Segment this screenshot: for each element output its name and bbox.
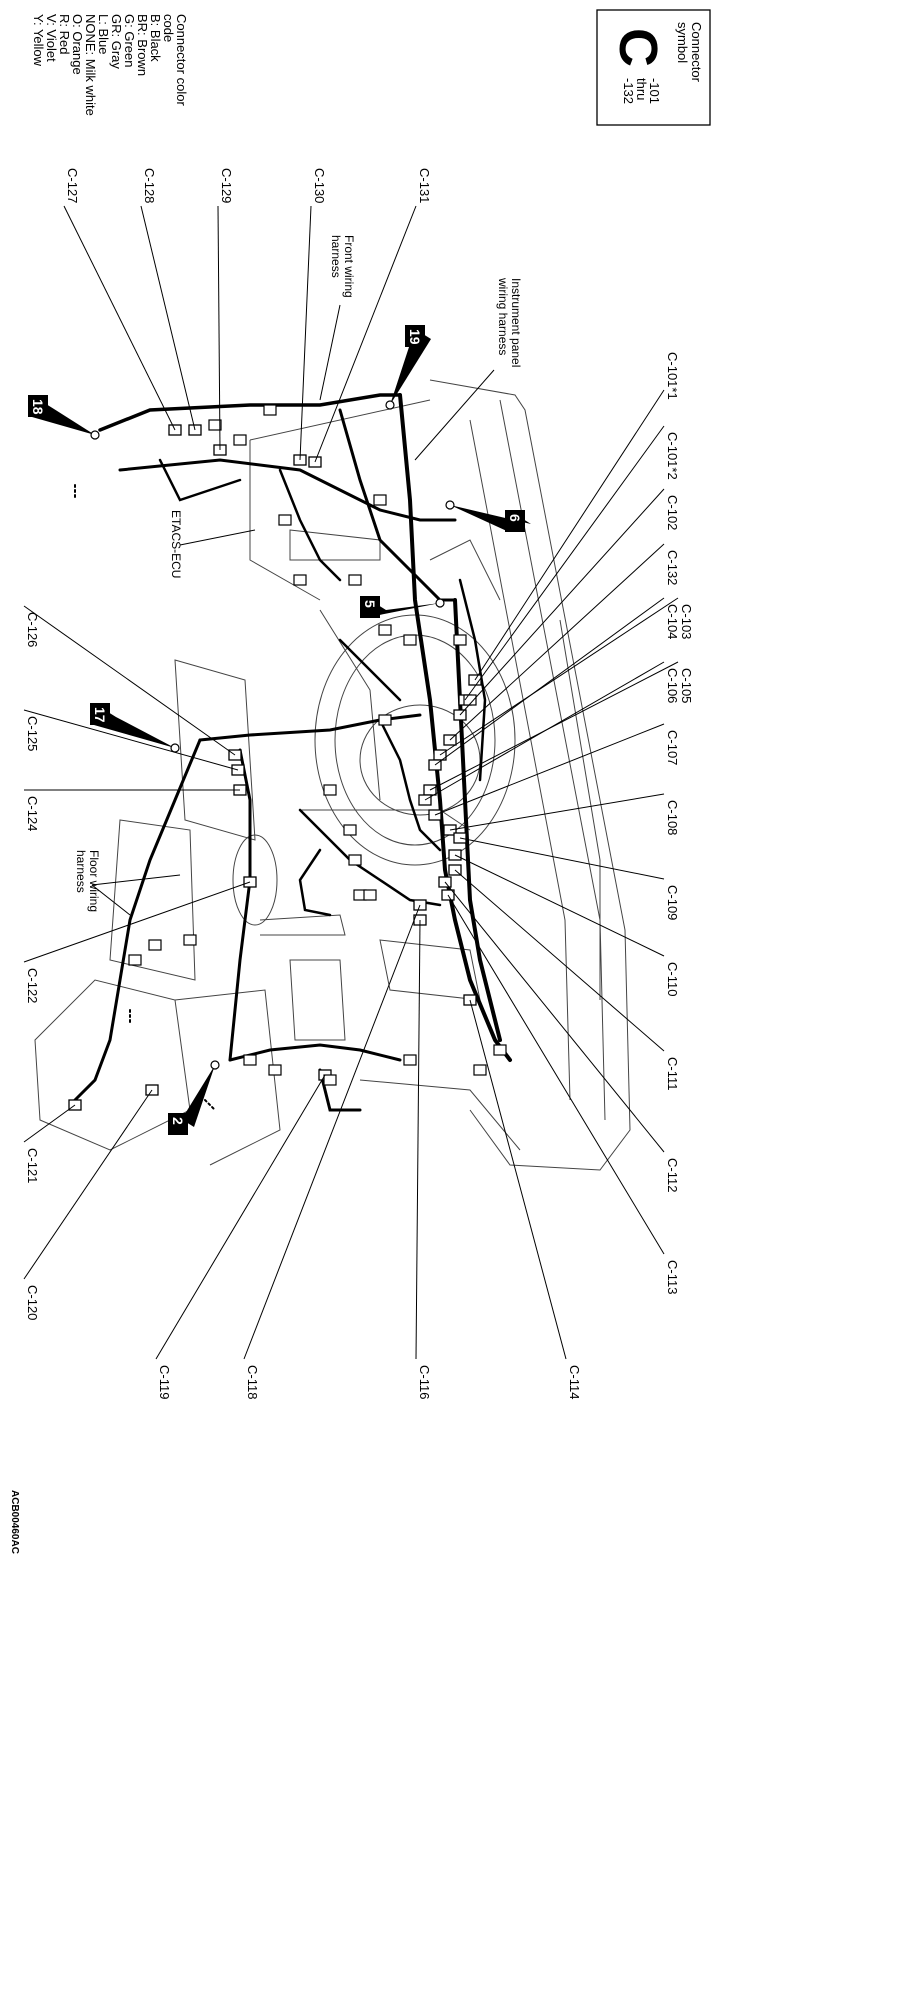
connector-label-c-129: C-129 [219,168,234,204]
leader-line-c-127 [64,206,175,430]
connector-symbol-letter: C [608,28,668,67]
floor-wiring-harness-label-1: Floor wiring [87,850,101,913]
leader-line-c-129 [218,206,220,450]
color-code-item: Y: Yellow [31,14,46,67]
connector-block [454,635,466,645]
connector-block [269,1065,281,1075]
color-code-title-2: code [161,14,176,43]
leader-line-c-118 [244,905,420,1359]
figure-id: ACB00460AC [9,1490,20,1554]
leader-line-c-109 [460,838,664,879]
ground-point-terminal [211,1061,219,1069]
color-code-item: O: Orange [70,14,85,75]
floor-wiring-harness-label-2: harness [74,850,88,893]
connector-block [279,515,291,525]
connector-label-c-116: C-116 [417,1365,432,1400]
connector-label-c-102: C-102 [665,495,680,531]
connector-symbol-title-2: symbol [675,22,690,64]
color-code-item: GR: Gray [109,14,124,69]
connector-block [324,1075,336,1085]
connector-block [494,1045,506,1055]
color-code-item: V: Violet [44,14,59,62]
connector-symbol-title-1: Connector [689,22,704,82]
connector-label-c-111: C-111 [665,1057,680,1091]
connector-label-c-131: C-131 [417,168,432,204]
connector-label-c-101-2: C-101*2 [665,432,680,480]
connector-block [294,575,306,585]
connector-block [374,495,386,505]
ground-point-number: 6 [507,514,523,522]
instrument-panel-harness-label-1: Instrument panel [509,278,523,368]
ground-point-terminal [436,599,444,607]
connector-label-c-101-1: C-101*1 [665,352,680,400]
connector-label-c-122: C-122 [25,968,40,1004]
ground-point-number: 5 [362,600,378,608]
color-code-item: NONE: Milk white [83,14,98,116]
connector-label-c-132: C-132 [665,550,680,586]
leader-line-c-110 [455,855,664,956]
ground-points [28,325,531,1135]
connector-block [149,940,161,950]
connector-label-c-125: C-125 [25,716,40,752]
leader-line-c-108 [450,794,664,830]
connector-block [404,1055,416,1065]
color-code-item: BR: Brown [135,14,150,77]
connector-symbol-range-2: thru [634,78,649,101]
connector-block [379,715,391,725]
instrument-panel-harness-label-2: wiring harness [496,278,510,356]
connector-block [234,435,246,445]
ground-point-number: 17 [92,707,108,723]
connector-label-c-114: C-114 [567,1365,582,1400]
leader-lines [24,206,678,1359]
connector-label-c-119: C-119 [157,1365,172,1400]
connector-labels [25,168,694,1399]
connector-label-c-128: C-128 [142,168,157,204]
vehicle-outline [35,380,630,1170]
leader-line-c-130 [300,206,311,460]
ground-point-number: 19 [407,329,423,345]
connector-symbol-box [597,10,710,125]
leader-line-c-116 [416,920,420,1359]
connector-symbol-range-1: -101 [647,78,662,105]
connector-label-c-107: C-107 [665,730,680,766]
connector-label-c-106: C-106 [665,668,680,704]
ground-point-number: 18 [30,399,46,415]
connector-block [209,420,221,430]
connector-block [349,855,361,865]
ground-point-terminal [91,431,99,439]
ground-point-terminal [446,501,454,509]
ground-point-terminal [386,401,394,409]
connector-block [474,1065,486,1075]
connector-label-c-109: C-109 [665,885,680,921]
leader-line-c-114 [470,1000,566,1359]
leader-line-c-128 [141,206,195,430]
connector-label-c-108: C-108 [665,800,680,836]
connector-label-c-127: C-127 [65,168,80,204]
color-code-item: B: Black [148,14,163,62]
ground-point-number: 2 [170,1117,186,1125]
connector-block [324,785,336,795]
connector-block [129,955,141,965]
connector-symbol-range-3: -132 [621,78,636,105]
connector-block [264,405,276,415]
etacs-ecu-label: ETACS-ECU [169,510,183,579]
leader-line-c-122 [24,882,250,962]
leader-line-c-101-2 [465,426,664,700]
connector-label-c-124: C-124 [25,796,40,832]
connector-label-c-130: C-130 [312,168,327,204]
leader-line-c-120 [24,1090,152,1279]
color-code-item: L: Blue [96,14,111,55]
color-code-legend [31,14,189,116]
color-code-item: R: Red [57,14,72,55]
connector-block [349,575,361,585]
connector-label-c-103: C-103 [679,604,694,640]
front-wiring-harness-label-2: harness [329,235,343,278]
leader-line-c-101-1 [475,390,664,680]
connector-label-c-112: C-112 [665,1158,680,1193]
connector-blocks [69,405,506,1110]
color-code-item: G: Green [122,14,137,68]
leader-line-c-112 [445,882,664,1152]
leader-line-c-121 [24,1105,75,1142]
connector-label-c-105: C-105 [679,668,694,704]
connector-label-c-104: C-104 [665,604,680,640]
connector-label-c-113: C-113 [665,1260,680,1295]
connector-label-c-110: C-110 [665,962,680,997]
connector-label-c-121: C-121 [25,1148,40,1184]
ground-point-terminal [171,744,179,752]
connector-label-c-120: C-120 [25,1285,40,1321]
connector-block [364,890,376,900]
color-code-title-1: Connector color [174,14,189,106]
connector-block [344,825,356,835]
connector-label-c-118: C-118 [245,1365,260,1400]
front-wiring-harness-label-1: Front wiring [342,235,356,298]
connector-block [379,625,391,635]
connector-label-c-126: C-126 [25,612,40,648]
connector-block [404,635,416,645]
connector-block [184,935,196,945]
connector-block [244,1055,256,1065]
